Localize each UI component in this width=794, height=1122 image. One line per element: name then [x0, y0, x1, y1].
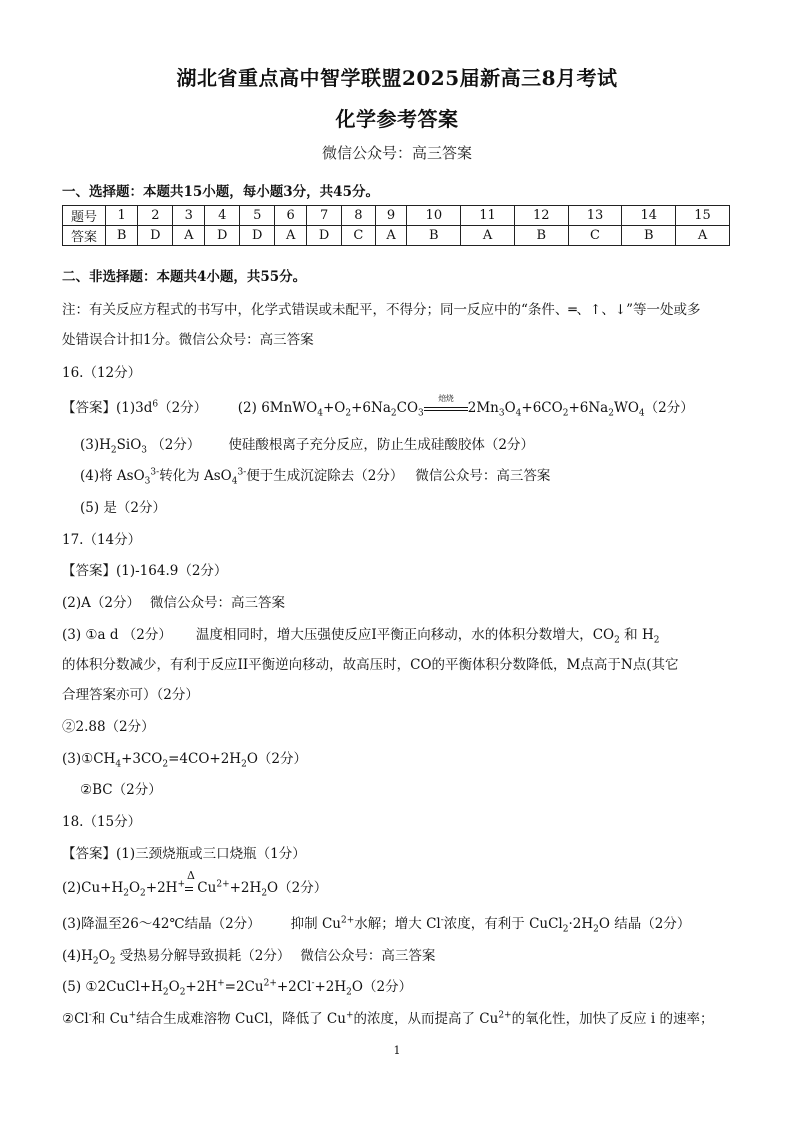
answer-cell: D: [138, 226, 173, 246]
answer-cell: B: [622, 226, 676, 246]
document-title: 湖北省重点高中智学联盟2025届新高三8月考试: [176, 66, 618, 90]
answer-cell: B: [407, 226, 461, 246]
q18-answer-2: $(2)Cu+H_2O_2+2H^+$ Δ $Cu^{2+}+2H_2O(2$分）: [62, 869, 328, 899]
table-row: [63, 226, 730, 246]
answer-cell: A: [676, 226, 730, 246]
row-label: 题号: [63, 206, 106, 226]
q16-a1: 【答案】(1)3d: [62, 400, 153, 416]
note-line-1: 注：有关反应方程式的书写中，化学式错误或未配平，不得分；同一反应中的“条件、═、↑、↓”等一处或多: [62, 302, 701, 318]
question-number: 9: [375, 206, 407, 226]
question-number: 11: [461, 206, 515, 226]
question-number: 4: [205, 206, 240, 226]
q18-answer-1: 【答案】(1)三颈烧瓶或三口烧瓶（1分）: [62, 846, 306, 862]
q17-answer-1: 【答案】(1)-164.9（2分）: [62, 563, 228, 579]
question-number: 1: [106, 206, 138, 226]
question-number: 10: [407, 206, 461, 226]
q17-answer-3-cont: 的体积分数减少，有利于反应II平衡逆向移动，故高压时，CO的平衡体积分数降低，M点高于N点(其它: [62, 657, 679, 673]
question-number: 7: [307, 206, 342, 226]
q16-answer-5: (5) 是（2分）: [80, 500, 167, 516]
q16-answer-3: $(3)H_2SiO_3$ （2分） 使硅酸根离子充分反应，防止生成硅酸胶体（2分）: [80, 437, 534, 456]
question-number: 12: [514, 206, 568, 226]
q18-answer-4: $(4)H_2O_2$ 受热易分解导致损耗（2分） 微信公众号：高三答案: [62, 948, 436, 967]
row-label: 答案: [63, 226, 106, 246]
document-subtitle: 化学参考答案: [335, 107, 459, 131]
q17-number: 17.（14分）: [62, 532, 142, 548]
question-number: 3: [173, 206, 205, 226]
source-line: 微信公众号：高三答案: [321, 144, 472, 162]
source-note: 微信公众号：高三答案: [300, 948, 436, 964]
q16-answer-4: (4)将 AsO$_3^{3-}$转化为 AsO$_4^{3-}$便于生成沉淀除去（2分） 微信公众号：高三答案: [80, 467, 551, 487]
answer-cell: A: [173, 226, 205, 246]
answer-cell: B: [514, 226, 568, 246]
q16-a3-reason: 使硅酸根离子充分反应，防止生成硅酸胶体（2分）: [228, 437, 534, 453]
reaction-condition: Δ: [185, 879, 193, 897]
q17-answer-4-1: $(3)①CH_4+3CO_2=4CO+2H_2O(2$分）: [62, 751, 307, 770]
question-number: 8: [342, 206, 376, 226]
question-number: 13: [568, 206, 622, 226]
source-note: 微信公众号：高三答案: [415, 468, 551, 484]
answer-cell: A: [275, 226, 307, 246]
q18-answer-5-1: (5) $①2CuCl+H_2O_2+2H^+=2Cu^{2+}+2Cl^-+2H_2O(2$分）: [62, 978, 413, 998]
question-number: 2: [138, 206, 173, 226]
answer-cell: D: [205, 226, 240, 246]
q17-answer-2: (2)A（2分） 微信公众号：高三答案: [62, 595, 285, 611]
q16-number: 16.（12分）: [62, 365, 142, 381]
answer-table: [62, 205, 730, 246]
q17-answer-3: (3) ①a d （2分） 温度相同时，增大压强使反应I平衡正向移动，水的体积分数增大，$CO_2$ 和 $H_2$: [62, 627, 660, 646]
note-line-2: 处错误合计扣1分。微信公众号：高三答案: [62, 332, 314, 348]
section1-heading: 一、选择题：本题共15小题，每小题3分，共45分。: [62, 184, 379, 200]
question-number: 5: [240, 206, 275, 226]
answer-cell: A: [461, 226, 515, 246]
table-row: [63, 206, 730, 226]
source-note: 微信公众号：高三答案: [149, 595, 285, 611]
answer-cell: D: [307, 226, 342, 246]
q18-answer-5-2: ②Cl-和 Cu+结合生成难溶物 CuCl，降低了 Cu+的浓度，从而提高了 $Cu^{2+}$的氧化性，加快了反应 i 的速率；: [62, 1010, 714, 1027]
q16-a1-score: （2分）: [158, 400, 208, 416]
answer-cell: A: [375, 226, 407, 246]
answer-cell: D: [240, 226, 275, 246]
q17-answer-4-2: ②BC（2分）: [80, 782, 162, 798]
answer-cell: C: [568, 226, 622, 246]
answer-cell: B: [106, 226, 138, 246]
superscript: 6: [152, 399, 159, 410]
reaction-condition: 焙烧: [424, 399, 468, 417]
answer-cell: C: [342, 226, 376, 246]
q18-answer-3: (3)降温至26～42℃结晶（2分） 抑制 $Cu^{2+}$水解；增大 Cl-浓度，有利于 $CuCl_2\cdot 2H_2O$ 结晶（2分）: [62, 915, 691, 935]
question-number: 14: [622, 206, 676, 226]
q16-a2: (2) 6MnWO: [237, 400, 318, 416]
q18-number: 18.（15分）: [62, 814, 142, 830]
q17-answer-3-2: ②2.88（2分）: [62, 719, 155, 735]
q16-answer-1-2: 【答案】$(1)3d^6(2$分） (2) $6MnWO_4+O_2+6Na_2CO_3$ 焙烧 $2Mn_3O_4+6CO_2+6Na_2WO_4(2$分）: [62, 394, 694, 419]
q17-answer-3-cont2: 合理答案亦可）（2分）: [62, 687, 199, 703]
page-number: 1: [393, 1044, 401, 1057]
question-number: 6: [275, 206, 307, 226]
section2-heading: 二、非选择题：本题共4小题，共55分。: [62, 269, 307, 285]
question-number: 15: [676, 206, 730, 226]
